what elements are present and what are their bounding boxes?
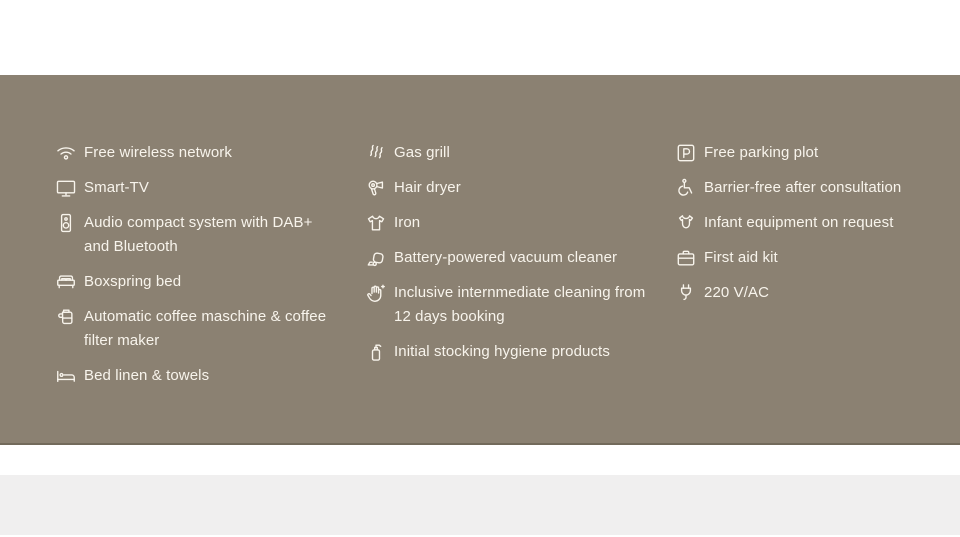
amenity-label: Initial stocking hygiene products xyxy=(394,343,610,360)
amenity-label: Smart-TV xyxy=(84,179,149,196)
list-item xyxy=(675,211,960,235)
hair-dryer-icon xyxy=(365,177,387,199)
amenity-label: Bed linen & towels xyxy=(84,367,210,384)
bottom-white-strip xyxy=(0,445,960,475)
list-item xyxy=(55,141,365,165)
list-item xyxy=(55,270,365,294)
cleaning-hand-icon xyxy=(365,282,387,304)
power-plug-icon xyxy=(675,282,697,304)
footer-gray-band xyxy=(0,475,960,535)
list-item xyxy=(55,305,365,353)
amenity-label: Inclusive internmediate cleaning from 12 days booking xyxy=(394,284,646,325)
list-item xyxy=(365,211,675,235)
top-white-band xyxy=(0,0,960,75)
amenity-label: Barrier-free after consultation xyxy=(704,179,902,196)
list-item xyxy=(675,246,960,270)
list-item xyxy=(675,176,960,200)
list-item xyxy=(55,364,365,388)
list-item xyxy=(55,176,365,200)
amenities-columns xyxy=(55,141,960,399)
amenity-label: Infant equipment on request xyxy=(704,214,894,231)
amenity-label: Gas grill xyxy=(394,144,450,161)
list-item xyxy=(365,281,675,329)
amenity-label: Audio compact system with DAB+ and Bluetooth xyxy=(84,214,313,255)
speaker-icon xyxy=(55,212,77,234)
amenity-label: Hair dryer xyxy=(394,179,461,196)
first-aid-icon xyxy=(675,247,697,269)
amenity-label: Free parking plot xyxy=(704,144,819,161)
amenity-label: Automatic coffee maschine & coffee filter maker xyxy=(84,308,327,349)
list-item xyxy=(365,246,675,270)
amenities-column-3 xyxy=(675,141,960,316)
list-item xyxy=(365,176,675,200)
amenities-section xyxy=(0,75,960,445)
infant-onesie-icon xyxy=(675,212,697,234)
list-item xyxy=(675,281,960,305)
gas-grill-icon xyxy=(365,142,387,164)
list-item xyxy=(365,340,675,364)
amenities-column-2 xyxy=(365,141,675,375)
tshirt-icon xyxy=(365,212,387,234)
list-item xyxy=(365,141,675,165)
parking-icon xyxy=(675,142,697,164)
amenity-label: Iron xyxy=(394,214,421,231)
bed-icon xyxy=(55,271,77,293)
list-item xyxy=(675,141,960,165)
amenity-label: 220 V/AC xyxy=(704,284,770,301)
wifi-icon xyxy=(55,142,77,164)
amenity-label: Battery-powered vacuum cleaner xyxy=(394,249,618,266)
amenity-label: Boxspring bed xyxy=(84,273,182,290)
vacuum-cleaner-icon xyxy=(365,247,387,269)
tv-icon xyxy=(55,177,77,199)
amenities-column-1 xyxy=(55,141,365,399)
amenity-label: First aid kit xyxy=(704,249,778,266)
soap-dispenser-icon xyxy=(365,341,387,363)
amenity-label: Free wireless network xyxy=(84,144,232,161)
coffee-machine-icon xyxy=(55,306,77,328)
bed-linen-icon xyxy=(55,365,77,387)
list-item xyxy=(55,211,365,259)
wheelchair-icon xyxy=(675,177,697,199)
